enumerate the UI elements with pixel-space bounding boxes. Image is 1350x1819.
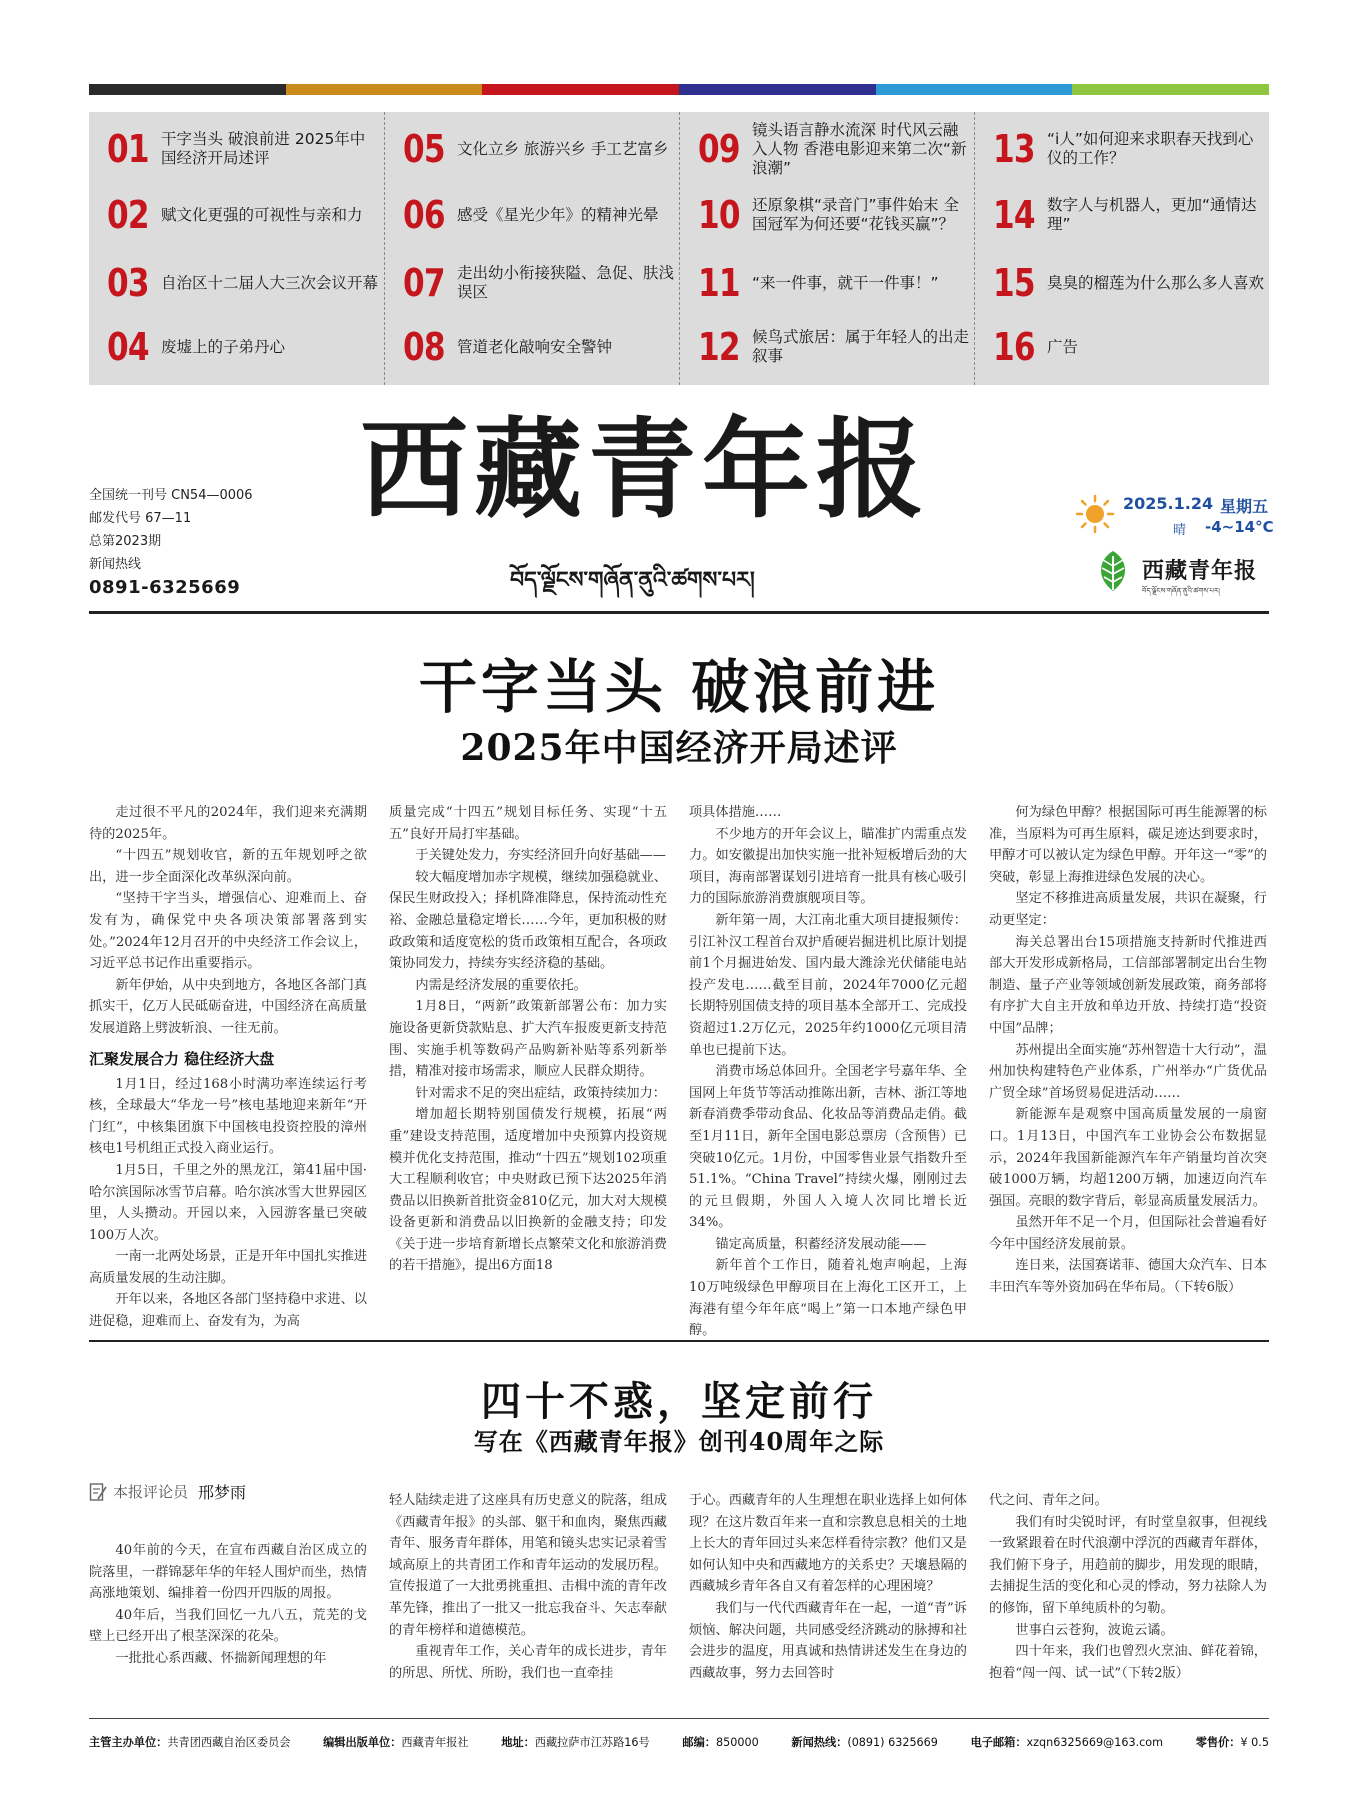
paragraph: 消费市场总体回升。全国老字号嘉年华、全国网上年货节等活动推陈出新，吉林、浙江等地新春消费季带动食品、化妆品等消费品走俏。截至1月11日，新年全国电影总票房（含预售）已突破10亿元。1月份，中国零售业景气指数升至51.1%。“China Travel”持续火爆，刚刚过去的元旦假期，外国人入境人次同比增长近34%。 (689, 1064, 967, 1231)
toc-title: 臭臭的榴莲为什么那么多人喜欢 (1047, 273, 1265, 292)
paragraph: “坚持干字当头，增强信心、迎难而上、奋发有为，确保党中央各项决策部署落到实处。”2024年12月召开的中央经济工作会议上，习近平总书记作出重要指示。 (89, 891, 367, 972)
footer-label: 主管主办单位： (89, 1736, 168, 1749)
masthead-rule (89, 611, 1269, 614)
issue-code: 全国统一刊号 CN54—0006 (89, 488, 253, 503)
footer-sponsor (89, 1734, 290, 1750)
toc-number: 08 (403, 325, 445, 369)
footer-label: 地址： (501, 1736, 535, 1749)
footer-value: xzqn6325669@163.com (1026, 1736, 1164, 1749)
footer-value: ¥ 0.5 (1240, 1736, 1269, 1749)
toc-item[interactable] (403, 320, 675, 374)
paragraph: 一南一北两处场景，正是开年中国扎实推进高质量发展的生动注脚。 (89, 1249, 367, 1286)
toc-number: 05 (403, 127, 445, 171)
paragraph: 新年伊始，从中央到地方，各地区各部门真抓实干，亿万人民砥砺奋进，中国经济在高质量发展道路上劈波斩浪、一往无前。 (89, 977, 367, 1036)
toc-title: 干字当头 破浪前进 2025年中国经济开局述评 (161, 130, 366, 167)
paragraph: 虽然开年不足一个月，但国际社会普遍看好今年中国经济发展前景。 (989, 1215, 1267, 1252)
color-segment (679, 84, 876, 95)
paragraph: 走过很不平凡的2024年，我们迎来充满期待的2025年。 (89, 805, 367, 842)
toc-number: 15 (993, 261, 1035, 305)
toc-title: 还原象棋“录音门”事件始末 全国冠军为何还要“花钱买赢”？ (752, 196, 959, 233)
paragraph: 我们有时尖锐时评，有时堂皇叙事，但视线一致紧跟着在时代浪潮中浮沉的西藏青年群体，我们俯下身子，用趋前的脚步，用发现的眼睛，去捕捉生活的变化和心灵的悸动，努力祛除人为的修饰，留下单纯质朴的匀勒。 (989, 1514, 1267, 1616)
toc-item[interactable] (698, 188, 970, 242)
footer-publisher (323, 1734, 468, 1750)
logo-text: 西藏青年报 (1142, 558, 1258, 584)
toc-number: 09 (698, 127, 740, 171)
second-headline[interactable]: 四十不惑，坚定前行 (481, 1379, 877, 1425)
article-column (389, 802, 667, 1277)
paragraph: 于关键处发力，夯实经济回升向好基础—— (415, 848, 666, 864)
toc-title: 候鸟式旅居：属于年轻人的出走叙事 (752, 328, 970, 365)
footer-label: 零售价： (1195, 1736, 1241, 1749)
sun-icon (1075, 494, 1115, 534)
paragraph: 增加超长期特别国债发行规模，拓展“两重”建设支持范围，适度增加中央预算内投资规模并优化支持范围，推动“十四五”规划102项重大工程顺利收官；中央财政已预下达2025年消费品以旧换新首批资金810亿元，加大对大规模设备更新和消费品以旧换新的金融支持；印发《关于进一步培育新增长点繁荣文化和旅游消费的若干措施》，提出6方面18 (389, 1107, 667, 1274)
paragraph: 轻人陆续走进了这座具有历史意义的院落，组成《西藏青年报》的头部、躯干和血肉，聚焦西藏青年、服务青年群体，用笔和镜头忠实记录着雪域高原上的共青团工作和青年运动的发展历程。宣传报道了一大批勇挑重担、击楫中流的青年改革先锋，推出了一批又一批忘我奋斗、矢志奉献的青年榜样和道德模范。 (389, 1493, 667, 1638)
toc-title: 走出幼小衔接狭隘、急促、肤浅误区 (457, 264, 675, 301)
article-column (89, 1540, 367, 1670)
paragraph: 40年前的今天，在宣布西藏自治区成立的院落里，一群锦瑟年华的年轻人围炉而坐，热情高涨地策划、编排着一份四开四版的周报。 (89, 1543, 367, 1602)
footer-value: 西藏青年报社 (401, 1736, 469, 1749)
postal-code: 邮发代号 67—11 (89, 511, 192, 526)
top-color-bar (89, 84, 1269, 95)
paragraph: 世事白云苍狗，波诡云谲。 (1015, 1622, 1174, 1638)
hotline-label: 新闻热线 (89, 557, 142, 572)
toc-column (384, 112, 680, 385)
toc-number: 11 (698, 261, 740, 305)
toc-item[interactable] (993, 256, 1265, 310)
toc-column (89, 112, 384, 385)
paragraph: 针对需求不足的突出症结，政策持续加力： (415, 1085, 666, 1101)
issue-meta (89, 484, 253, 599)
hotline-number: 0891-6325669 (89, 577, 241, 598)
toc-number: 06 (403, 193, 445, 237)
color-segment (89, 84, 286, 95)
color-segment (876, 84, 1073, 95)
issue-weekday: 星期五 (1220, 497, 1269, 516)
lead-headline[interactable]: 干字当头 破浪前进 (418, 653, 940, 721)
toc-title: 废墟上的子弟丹心 (161, 337, 286, 356)
toc-title: 文化立乡 旅游兴乡 手工艺富乡 (457, 139, 669, 158)
toc-number: 10 (698, 193, 740, 237)
toc-title: 数字人与机器人，更加“通情达理” (1047, 196, 1257, 233)
paragraph: 内需是经济发展的重要依托。 (415, 977, 587, 993)
toc-item[interactable] (403, 256, 675, 310)
toc-title: 管道老化敲响安全警钟 (457, 337, 613, 356)
paragraph: 代之问、青年之问。 (989, 1493, 1108, 1508)
toc-number: 07 (403, 261, 445, 305)
toc-number: 13 (993, 127, 1035, 171)
toc-title: 感受《星光少年》的精神光晕 (457, 205, 659, 224)
toc-number: 04 (107, 325, 149, 369)
paragraph: “十四五”规划收官，新的五年规划呼之欲出，进一步全面深化改革纵深向前。 (89, 848, 367, 885)
issue-date: 2025.1.24 (1123, 494, 1214, 513)
toc-item[interactable] (698, 256, 970, 310)
paragraph: 质量完成“十四五”规划目标任务、实现“十五五”良好开局打牢基础。 (389, 805, 667, 842)
color-segment (482, 84, 679, 95)
paragraph: 40年后，当我们回忆一九八五，荒芜的戈壁上已经开出了根茎深深的花朵。 (89, 1607, 367, 1645)
toc-item[interactable] (403, 188, 675, 242)
article-column (989, 802, 1267, 1299)
footer-address (501, 1734, 650, 1750)
toc-number: 02 (107, 193, 149, 237)
toc-title: 广告 (1047, 337, 1079, 356)
footer-rule (89, 1718, 1269, 1719)
toc-number: 01 (107, 127, 149, 171)
toc-title: 自治区十二届人大三次会议开幕 (161, 273, 379, 292)
toc-column (679, 112, 975, 385)
paragraph: 新能源车是观察中国高质量发展的一扇窗口。1月13日，中国汽车工业协会公布数据显示，2024年我国新能源汽车年产销量均首次突破1000万辆，均超1200万辆，加速迈向汽车强国。亮眼的数字背后，彰显高质量发展活力。 (989, 1107, 1267, 1209)
article-column (89, 802, 367, 1333)
toc-number: 14 (993, 193, 1035, 237)
toc-number: 12 (698, 325, 740, 369)
lead-article-body (89, 802, 1269, 1339)
paragraph: 坚定不移推进高质量发展，共识在凝聚，行动更坚定： (989, 891, 1267, 928)
logo-tibetan: བོད་ལྗོངས་གཞོན་ནུའི་ཚགས་པར། (1142, 587, 1220, 595)
toc-item[interactable] (993, 122, 1265, 176)
toc-item[interactable] (403, 122, 675, 176)
imprint-footer (89, 1734, 1269, 1750)
issue-number: 总第2023期 (89, 534, 162, 549)
footer-hotline (791, 1734, 938, 1750)
toc-number: 16 (993, 325, 1035, 369)
paragraph: 何为绿色甲醇？根据国际可再生能源署的标准，当原料为可再生原料，碳足迹达到要求时，甲醇才可以被认定为绿色甲醇。开年这一“零”的突破，彰显上海推进绿色发展的决心。 (989, 805, 1267, 885)
paragraph: 连日来，法国赛诺菲、德国大众汽车、日本丰田汽车等外资加码在华布局。（下转6版） (989, 1258, 1267, 1296)
toc-title: “来一件事，就干一件事！” (752, 273, 939, 292)
toc-item[interactable] (993, 188, 1265, 242)
paragraph: 锚定高质量，积蓄经济发展动能—— (715, 1236, 927, 1252)
toc-title: 赋文化更强的可视性与亲和力 (161, 205, 363, 224)
color-segment (1072, 84, 1269, 95)
paragraph: 1月1日，经过168小时满功率连续运行考核，全球最大“华龙一号”核电基地迎来新年“开门红”，中核集团旗下中国核电投资控股的漳州核电1号机组正式投入商业运行。 (89, 1076, 367, 1157)
footer-label: 编辑出版单位： (323, 1736, 402, 1749)
article-column (689, 802, 967, 1342)
paragraph: 海关总署出台15项措施支持新时代推进西部大开发形成新格局，工信部部署制定出台生物制造、量子产业等领域创新发展政策，商务部将有序扩大自主开放和单边开放、持续打造“投资中国”品牌； (989, 934, 1267, 1036)
toc-item[interactable] (993, 320, 1265, 374)
footer-label: 新闻热线： (791, 1736, 848, 1749)
article-column (689, 1490, 967, 1684)
article-column (989, 1490, 1267, 1684)
paragraph: 不少地方的开年会议上，瞄准扩内需重点发力。如安徽提出加快实施一批补短板增后劲的大项目，海南部署谋划引进培育一批具有核心吸引力的国际旅游消费旗舰项目等。 (689, 826, 967, 907)
leaf-icon (1090, 548, 1136, 594)
toc-number: 03 (107, 261, 149, 305)
paragraph: 1月8日，“两新”政策新部署公布：加力实施设备更新贷款贴息、扩大汽车报废更新支持范围、实施手机等数码产品购新补贴等系列新举措，精准对接市场需求，顺应人民群众期待。 (389, 999, 667, 1080)
masthead-title: 西藏青年报 (360, 407, 931, 533)
newspaper-logo (1090, 548, 1270, 600)
toc-item[interactable] (107, 256, 379, 310)
paragraph: 我们与一代代西藏青年在一起，一道“青”诉烦恼、解决问题，共同感受经济跳动的脉搏和社会进步的温度，用真诚和热情讲述发生在身边的西藏故事，努力去回答时 (689, 1600, 967, 1681)
paragraph: 重视青年工作，关心青年的成长进步，青年的所思、所忧、所盼，我们也一直牵挂 (389, 1644, 667, 1681)
footer-zip (682, 1734, 758, 1750)
lead-subheadline: 2025年中国经济开局述评 (460, 727, 898, 769)
byline-role: 本报评论员 (113, 1483, 189, 1501)
section-rule (89, 1340, 1269, 1342)
toc-item[interactable] (107, 188, 379, 242)
masthead-tibetan: བོད་ལྗོངས་གཞོན་ནུའི་ཚགས་པར། (510, 568, 755, 593)
footer-value: (0891) 6325669 (847, 1736, 938, 1749)
article-column (389, 1490, 667, 1684)
footer-value: 850000 (715, 1736, 759, 1749)
table-of-contents (89, 112, 1269, 385)
toc-title: “i人”如何迎来求职春天找到心仪的工作？ (1047, 130, 1254, 167)
paragraph: 新年首个工作日，随着礼炮声响起，上海10万吨级绿色甲醇项目在上海化工区开工，上海港有望今年年底“喝上”第一口本地产绿色甲醇。 (689, 1258, 967, 1339)
toc-title: 镜头语言静水流深 时代风云融入人物 香港电影迎来第二次“新浪潮” (752, 120, 967, 177)
weather-temperature: -4~14°C (1205, 518, 1274, 536)
footer-label: 邮编： (682, 1736, 716, 1749)
toc-item[interactable] (107, 320, 379, 374)
section-subheading: 汇聚发展合力 稳住经济大盘 (89, 1049, 275, 1068)
paragraph: 苏州提出全面实施“苏州智造十大行动”，温州加快构建特色产业体系，广州举办“广货优品 广贸全球”首场贸易促进活动…… (989, 1042, 1267, 1101)
paragraph: 开年以来，各地区各部门坚持稳中求进、以进促稳，迎难而上、奋发有为，为高 (89, 1292, 367, 1330)
toc-item[interactable] (107, 122, 379, 176)
paragraph: 新年第一周，大江南北重大项目捷报频传：引江补汉工程首台双护盾硬岩掘进机比原计划提前1个月掘进始发、国内最大潍涂光伏储能电站投产发电……截至目前，2024年7000亿元超长期特别国债支持的项目基本全部开工、完成投资超过1.2万亿元，2025年约1000亿元项目清单也已提前下达。 (689, 912, 967, 1058)
toc-item[interactable] (698, 320, 970, 374)
weather-condition: 晴 (1173, 523, 1187, 538)
color-segment (286, 84, 483, 95)
paragraph: 1月5日，千里之外的黑龙江，第41届中国·哈尔滨国际冰雪节启幕。哈尔滨冰雪大世界园区里，人头攒动。开园以来，入园游客量已突破100万人次。 (89, 1162, 367, 1243)
paragraph: 项具体措施…… (689, 805, 782, 820)
paragraph: 较大幅度增加赤字规模，继续加强稳就业、保民生财政投入；择机降准降息，保持流动性充裕、金融总量稳定增长……今年，更加积极的财政政策和适度宽松的货币政策相互配合，各项政策协同发力，持续夯实经济稳的基础。 (389, 869, 667, 972)
footer-price (1196, 1734, 1269, 1750)
paragraph: 四十年来，我们也曾烈火烹油、鲜花着锦，抱着“闯一闯、试一试”（下转2版） (989, 1644, 1267, 1681)
toc-column (974, 112, 1270, 385)
footer-label: 电子邮箱： (970, 1736, 1027, 1749)
second-subheadline: 写在《西藏青年报》创刊40周年之际 (473, 1427, 885, 1456)
footer-value: 西藏拉萨市江苏路16号 (534, 1736, 650, 1749)
paragraph: 于心。西藏青年的人生理想在职业选择上如何体现？在这片数百年来一直和宗教息息相关的土地上长大的青年回过头来怎样看待宗教？他们又是如何认知中央和西藏地方的关系史？天壤悬隔的西藏城乡青年各自又有着怎样的心理困境？ (689, 1493, 967, 1595)
toc-item[interactable] (698, 122, 970, 176)
paragraph: 一批批心系西藏、怀揣新闻理想的年 (115, 1650, 327, 1666)
second-article-body (89, 1490, 1269, 1700)
footer-email[interactable] (971, 1734, 1163, 1750)
footer-value: 共青团西藏自治区委员会 (167, 1736, 291, 1749)
byline-name: 邢梦雨 (198, 1483, 247, 1502)
